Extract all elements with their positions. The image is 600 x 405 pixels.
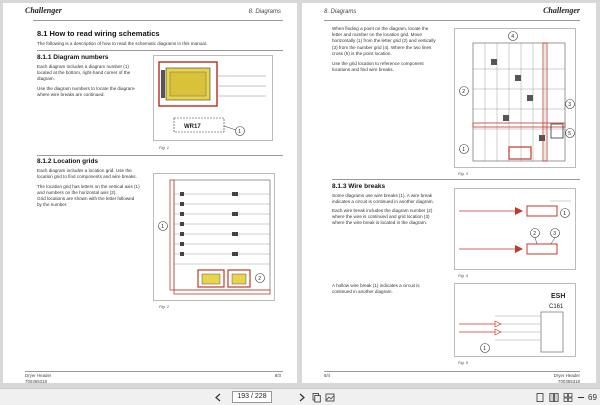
esh-label: ESH	[551, 293, 566, 300]
callout-1: 1	[563, 211, 567, 217]
image-icon	[325, 392, 335, 403]
heading-8-1-3: 8.1.3 Wire breaks	[332, 183, 386, 190]
page-right	[302, 3, 596, 383]
para-finding-point: When finding a point on the diagram, locate the letter and number on the location grid. Move horizontally (1) from the letter grid (2) and vertically (3) from the number grid (4). Where the two lines cross (5) is the point location.	[332, 26, 436, 56]
page-number-input[interactable]: 193 / 228	[232, 391, 272, 403]
para-hollow-wire-break: A hollow wire break (1) indicates a circuit is continued in another diagram.	[332, 283, 420, 295]
callout-1: 1	[161, 224, 165, 230]
chevron-right-icon	[297, 392, 307, 403]
figure-4	[454, 188, 576, 270]
fit-page-button[interactable]	[534, 392, 546, 403]
callout-1: 1	[238, 129, 242, 135]
page-icon	[535, 392, 545, 403]
callout-5: 5	[568, 131, 572, 137]
section-header: 8. Diagrams	[324, 9, 357, 15]
figure-caption: Fig. 2	[159, 304, 170, 309]
divider	[37, 50, 283, 51]
para-diagram-numbers: Each diagram includes a diagram number (1) located at the bottom, right-hand corner of the diagram.	[37, 64, 131, 82]
next-page-button[interactable]	[296, 392, 308, 403]
callout-1: 1	[462, 147, 466, 153]
callout-3: 3	[553, 231, 557, 237]
scroll-view-button[interactable]	[562, 392, 574, 403]
two-page-view-button[interactable]	[548, 392, 560, 403]
figure-caption: Fig. 1	[159, 145, 170, 150]
figure-3	[454, 28, 576, 168]
prev-page-button[interactable]	[212, 392, 224, 403]
divider	[37, 155, 283, 156]
diagram-number-label: WR17	[184, 124, 201, 130]
brand-logo: Challenger	[543, 6, 580, 15]
divider	[324, 20, 580, 21]
callout-2: 2	[462, 89, 466, 95]
minus-icon	[577, 392, 585, 403]
para-wire-breaks-2: Each wire break includes the diagram number (2) where the wire is continued and grid location (3) where the wire break is located in the diagram.	[332, 208, 433, 226]
figure-caption: Fig. 3	[458, 171, 469, 176]
heading-8-1-1: 8.1.1 Diagram numbers	[37, 54, 109, 61]
figure-caption: Fig. 4	[458, 273, 469, 278]
figure-2	[153, 173, 275, 301]
para-grid-reference: Use the grid location to reference component locations and find wire breaks.	[332, 61, 424, 73]
para-location-grids: Each diagram includes a location grid. Use the location grid to find components and wire breaks.	[37, 168, 137, 180]
heading-8-1-2: 8.1.2 Location grids	[37, 158, 99, 165]
callout-4: 4	[511, 34, 515, 40]
page-number: 8/3	[274, 373, 281, 378]
heading-8-1: 8.1 How to read wiring schematics	[37, 29, 160, 38]
image-view-button[interactable]	[324, 392, 336, 403]
view-toggle-button[interactable]	[310, 392, 322, 403]
para-diagram-numbers-2: Use the diagram numbers to locate the diagram- where wire breaks are continued.	[37, 86, 136, 98]
zoom-level[interactable]: 69	[588, 393, 597, 402]
copy-icon	[311, 392, 321, 403]
para-wire-breaks: Some diagrams use wire breaks (1). A wire break indicates a circuit is continued in another diagram.	[332, 193, 434, 205]
divider	[324, 371, 580, 372]
divider	[33, 20, 283, 21]
page-left	[3, 3, 297, 383]
component-code: C161	[549, 304, 564, 310]
figure-5	[454, 283, 576, 357]
grid-icon	[563, 392, 573, 403]
para-location-grids-3: Grid locations are shown with the letter followed by the number.	[37, 196, 135, 208]
brand-logo: Challenger	[25, 6, 62, 15]
viewer-toolbar	[0, 388, 600, 405]
footer-left: Dryer Header 700365318	[25, 373, 52, 383]
two-page-icon	[549, 392, 559, 403]
page-number: 8/4	[324, 373, 331, 378]
callout-2: 2	[258, 276, 262, 282]
section-header: 8. Diagrams	[248, 9, 281, 15]
figure-1	[153, 55, 273, 141]
callout-1: 1	[483, 346, 487, 352]
chevron-left-icon	[213, 392, 223, 403]
footer-right: Dryer Header 700365318	[553, 373, 580, 383]
callout-3: 3	[568, 102, 572, 108]
zoom-out-button[interactable]	[576, 392, 586, 403]
callout-2: 2	[533, 231, 537, 237]
intro-text: The following is a description of how to read the schematic diagrams in this manual.	[37, 41, 208, 46]
para-location-grids-2: The location grid has letters on the vertical axis (1) and numbers on the horizontal axis (2).	[37, 184, 140, 196]
divider	[332, 179, 580, 180]
figure-caption: Fig. 5	[458, 360, 469, 365]
divider	[25, 371, 283, 372]
